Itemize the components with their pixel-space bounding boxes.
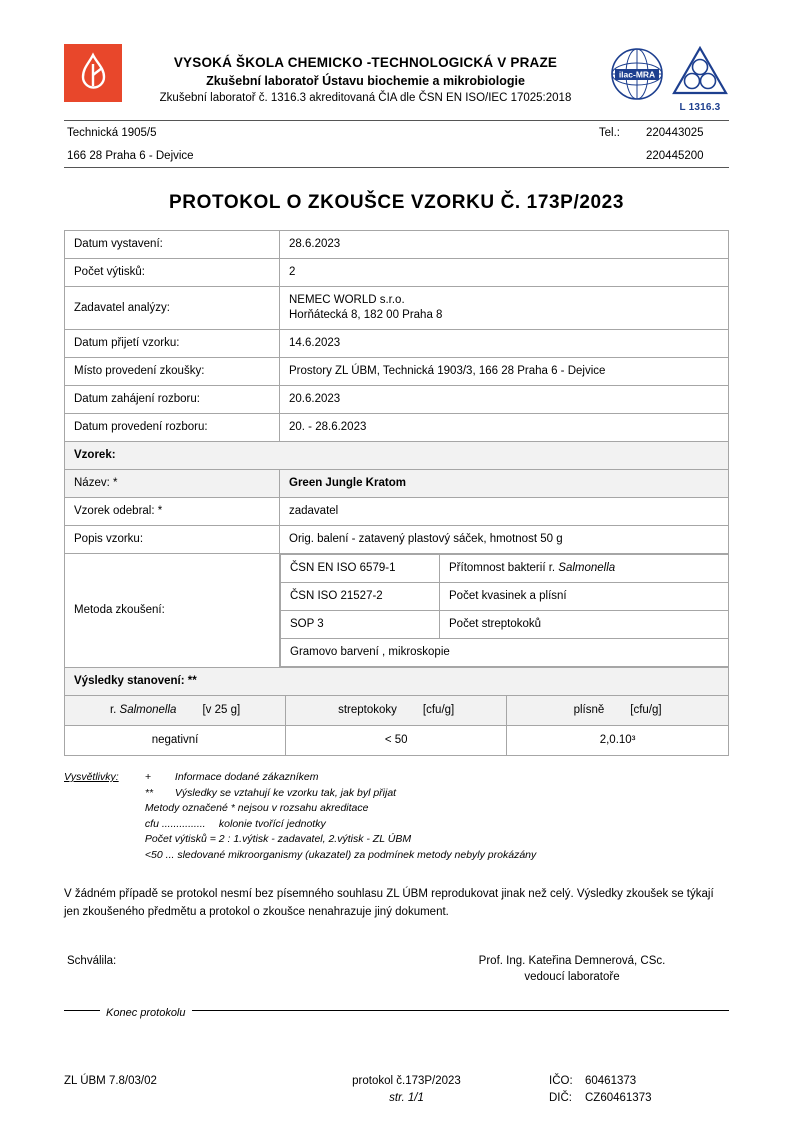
tel-primary: 220443025	[646, 126, 704, 139]
end-of-protocol-line	[64, 1007, 729, 1019]
results-section-title: Výsledky stanovení: **	[65, 668, 729, 696]
page-title: PROTOKOL O ZKOUŠCE VZORKU Č. 173P/2023	[169, 192, 624, 213]
table-row	[65, 358, 729, 386]
laboratory-name: Zkušební laboratoř Ústavu biochemie a mikrobiologie	[206, 74, 525, 88]
field-label: Datum přijetí vzorku:	[65, 330, 280, 358]
vscht-logo	[64, 44, 122, 102]
table-row	[65, 386, 729, 414]
signatory-role: vedoucí laboratoře	[524, 971, 620, 983]
table-row	[65, 287, 729, 330]
result-header-italic: Salmonella	[119, 704, 177, 716]
method-label: Metoda zkoušení:	[65, 554, 280, 668]
legend-title: Vysvětlivky:	[64, 771, 119, 783]
protocol-details-table	[64, 230, 729, 696]
accreditation-note: Zkušební laboratoř č. 1316.3 akreditovaná ČIA dle ČSN EN ISO/IEC 17025:2018	[159, 92, 572, 104]
footer-dic-row	[549, 1090, 729, 1107]
tel-secondary: 220445200	[646, 149, 704, 162]
legend-row	[145, 817, 536, 833]
results-value-row	[65, 726, 729, 756]
ico-value: 60461373	[585, 1075, 637, 1087]
legend-key: +	[144, 771, 152, 783]
method-standard: ČSN ISO 21527-2	[281, 583, 440, 611]
table-row	[65, 470, 729, 498]
legend-key: cfu ...............	[144, 817, 206, 830]
field-label: Zadavatel analýzy:	[65, 287, 280, 330]
institution-name: VYSOKÁ ŠKOLA CHEMICKO -TECHNOLOGICKÁ V PRAZE	[173, 55, 558, 70]
signatory	[442, 955, 702, 983]
table-row	[65, 498, 729, 526]
end-dash	[64, 1009, 100, 1011]
dic-value: CZ60461373	[585, 1092, 652, 1104]
result-header-unit: [cfu/g]	[630, 704, 662, 716]
legend-row	[145, 832, 536, 848]
footer-ico-row	[549, 1073, 729, 1090]
method-row-item	[281, 611, 729, 639]
result-header-pre: plísně	[573, 704, 605, 716]
accreditation-number: L 1316.3	[679, 102, 721, 113]
legend-row	[145, 770, 536, 786]
method-description	[440, 555, 729, 583]
approved-by-label: Schválila:	[67, 955, 117, 967]
footer-protocol-info	[287, 1073, 527, 1107]
section-header-row	[65, 442, 729, 470]
disclaimer-paragraph: V žádném případě se protokol nesmí bez písemného souhlasu ZL ÚBM reprodukovat jinak než celý. Výsledky zkoušek se týkají jen zkoušeného předmětu a protokol o zkoušce nenahrazuje jiný dokument.	[64, 888, 714, 918]
result-value-molds: 2,0.10³	[507, 726, 729, 756]
table-row	[65, 231, 729, 259]
ilac-mra-icon	[609, 46, 665, 102]
method-standard: SOP 3	[281, 611, 440, 639]
address-street: Technická 1905/5	[67, 126, 157, 139]
method-row-item	[281, 583, 729, 611]
result-header-pre: streptokoky	[338, 704, 397, 716]
table-row	[65, 414, 729, 442]
field-label: Místo provedení zkoušky:	[65, 358, 280, 386]
result-header-pre: r.	[109, 704, 120, 716]
footer-protocol-number: protokol č.173P/2023	[352, 1075, 461, 1087]
method-desc-pre: Přítomnost bakterií r.	[449, 562, 559, 574]
method-description: Počet kvasinek a plísní	[440, 583, 729, 611]
sample-section-title: Vzorek:	[65, 442, 729, 470]
method-standard: ČSN EN ISO 6579-1	[281, 555, 440, 583]
signature-block	[64, 955, 729, 1001]
legend-row	[145, 801, 536, 817]
svg-text:ilac-MRA: ilac-MRA	[618, 69, 656, 80]
field-value: 2	[280, 259, 729, 287]
method-desc-italic: Salmonella	[558, 562, 616, 574]
table-row	[65, 259, 729, 287]
sample-taker-value: zadavatel	[280, 498, 729, 526]
field-value: 20.6.2023	[280, 386, 729, 414]
legend-block	[64, 770, 729, 863]
legend-text: Informace dodané zákazníkem	[174, 771, 319, 783]
document-footer	[64, 1073, 729, 1107]
legend-row	[145, 848, 536, 864]
legend-text: Počet výtisků = 2 : 1.výtisk - zadavatel, 2.výtisk - ZL ÚBM	[144, 833, 412, 845]
client-address: Horňátecká 8, 182 00 Praha 8	[289, 309, 443, 321]
field-value: Prostory ZL ÚBM, Technická 1903/3, 166 28 Praha 6 - Dejvice	[280, 358, 729, 386]
footer-page-number: str. 1/1	[389, 1092, 424, 1104]
result-header-streptococci	[286, 696, 507, 726]
header-badges	[609, 46, 729, 113]
dic-label: DIČ:	[549, 1092, 572, 1104]
method-row	[65, 554, 729, 668]
field-value: 14.6.2023	[280, 330, 729, 358]
table-row	[65, 330, 729, 358]
method-row-item	[281, 555, 729, 583]
document-header	[64, 44, 729, 116]
sample-taker-label: Vzorek odebral: *	[65, 498, 280, 526]
field-value: 20. - 28.6.2023	[280, 414, 729, 442]
legend-items	[145, 770, 536, 863]
end-rule	[192, 1009, 730, 1011]
results-header-row	[65, 696, 729, 726]
field-label: Počet výtisků:	[65, 259, 280, 287]
field-label: Datum vystavení:	[65, 231, 280, 259]
method-list-cell	[280, 554, 729, 668]
field-label: Datum zahájení rozboru:	[65, 386, 280, 414]
cia-accreditation-badge	[671, 46, 729, 113]
method-row-item	[281, 639, 729, 667]
result-value-salmonella: negativní	[65, 726, 286, 756]
end-of-protocol-text: Konec protokolu	[106, 1007, 186, 1019]
legend-text: Výsledky se vztahují ke vzorku tak, jak byl přijat	[174, 786, 397, 799]
results-table	[64, 695, 729, 756]
sample-description-value: Orig. balení - zatavený plastový sáček, hmotnost 50 g	[280, 526, 729, 554]
footer-identifiers	[549, 1073, 729, 1107]
result-header-molds	[507, 696, 729, 726]
legend-text: <50 ... sledované mikroorganismy (ukazatel) za podmínek metody nebyly prokázány	[144, 848, 537, 861]
table-row	[65, 526, 729, 554]
footer-form-code: ZL ÚBM 7.8/03/02	[64, 1075, 157, 1087]
client-name: NEMEC WORLD s.r.o.	[289, 294, 405, 306]
tel-label: Tel.:	[598, 126, 620, 139]
signatory-name: Prof. Ing. Kateřina Demnerová, CSc.	[478, 955, 666, 967]
sample-name-label: Název: *	[65, 470, 280, 498]
field-value	[280, 287, 729, 330]
method-extra: Gramovo barvení , mikroskopie	[281, 639, 729, 667]
result-header-salmonella	[65, 696, 286, 726]
method-table	[280, 554, 729, 667]
result-value-streptococci: < 50	[286, 726, 507, 756]
legend-text: kolonie tvořící jednotky	[218, 817, 326, 830]
legend-row	[145, 786, 536, 802]
sample-description-label: Popis vzorku:	[65, 526, 280, 554]
legend-key: **	[144, 786, 154, 799]
ico-label: IČO:	[549, 1075, 573, 1087]
result-header-unit: [v 25 g]	[202, 704, 241, 716]
method-description: Počet streptokoků	[440, 611, 729, 639]
result-header-unit: [cfu/g]	[422, 704, 455, 716]
address-city: 166 28 Praha 6 - Dejvice	[67, 149, 194, 162]
address-bar	[64, 120, 729, 168]
header-title-block	[122, 54, 609, 107]
sample-name-value: Green Jungle Kratom	[280, 470, 729, 498]
legend-text: Metody označené * nejsou v rozsahu akreditace	[144, 802, 369, 814]
section-header-row	[65, 668, 729, 696]
field-value: 28.6.2023	[280, 231, 729, 259]
field-label: Datum provedení rozboru:	[65, 414, 280, 442]
